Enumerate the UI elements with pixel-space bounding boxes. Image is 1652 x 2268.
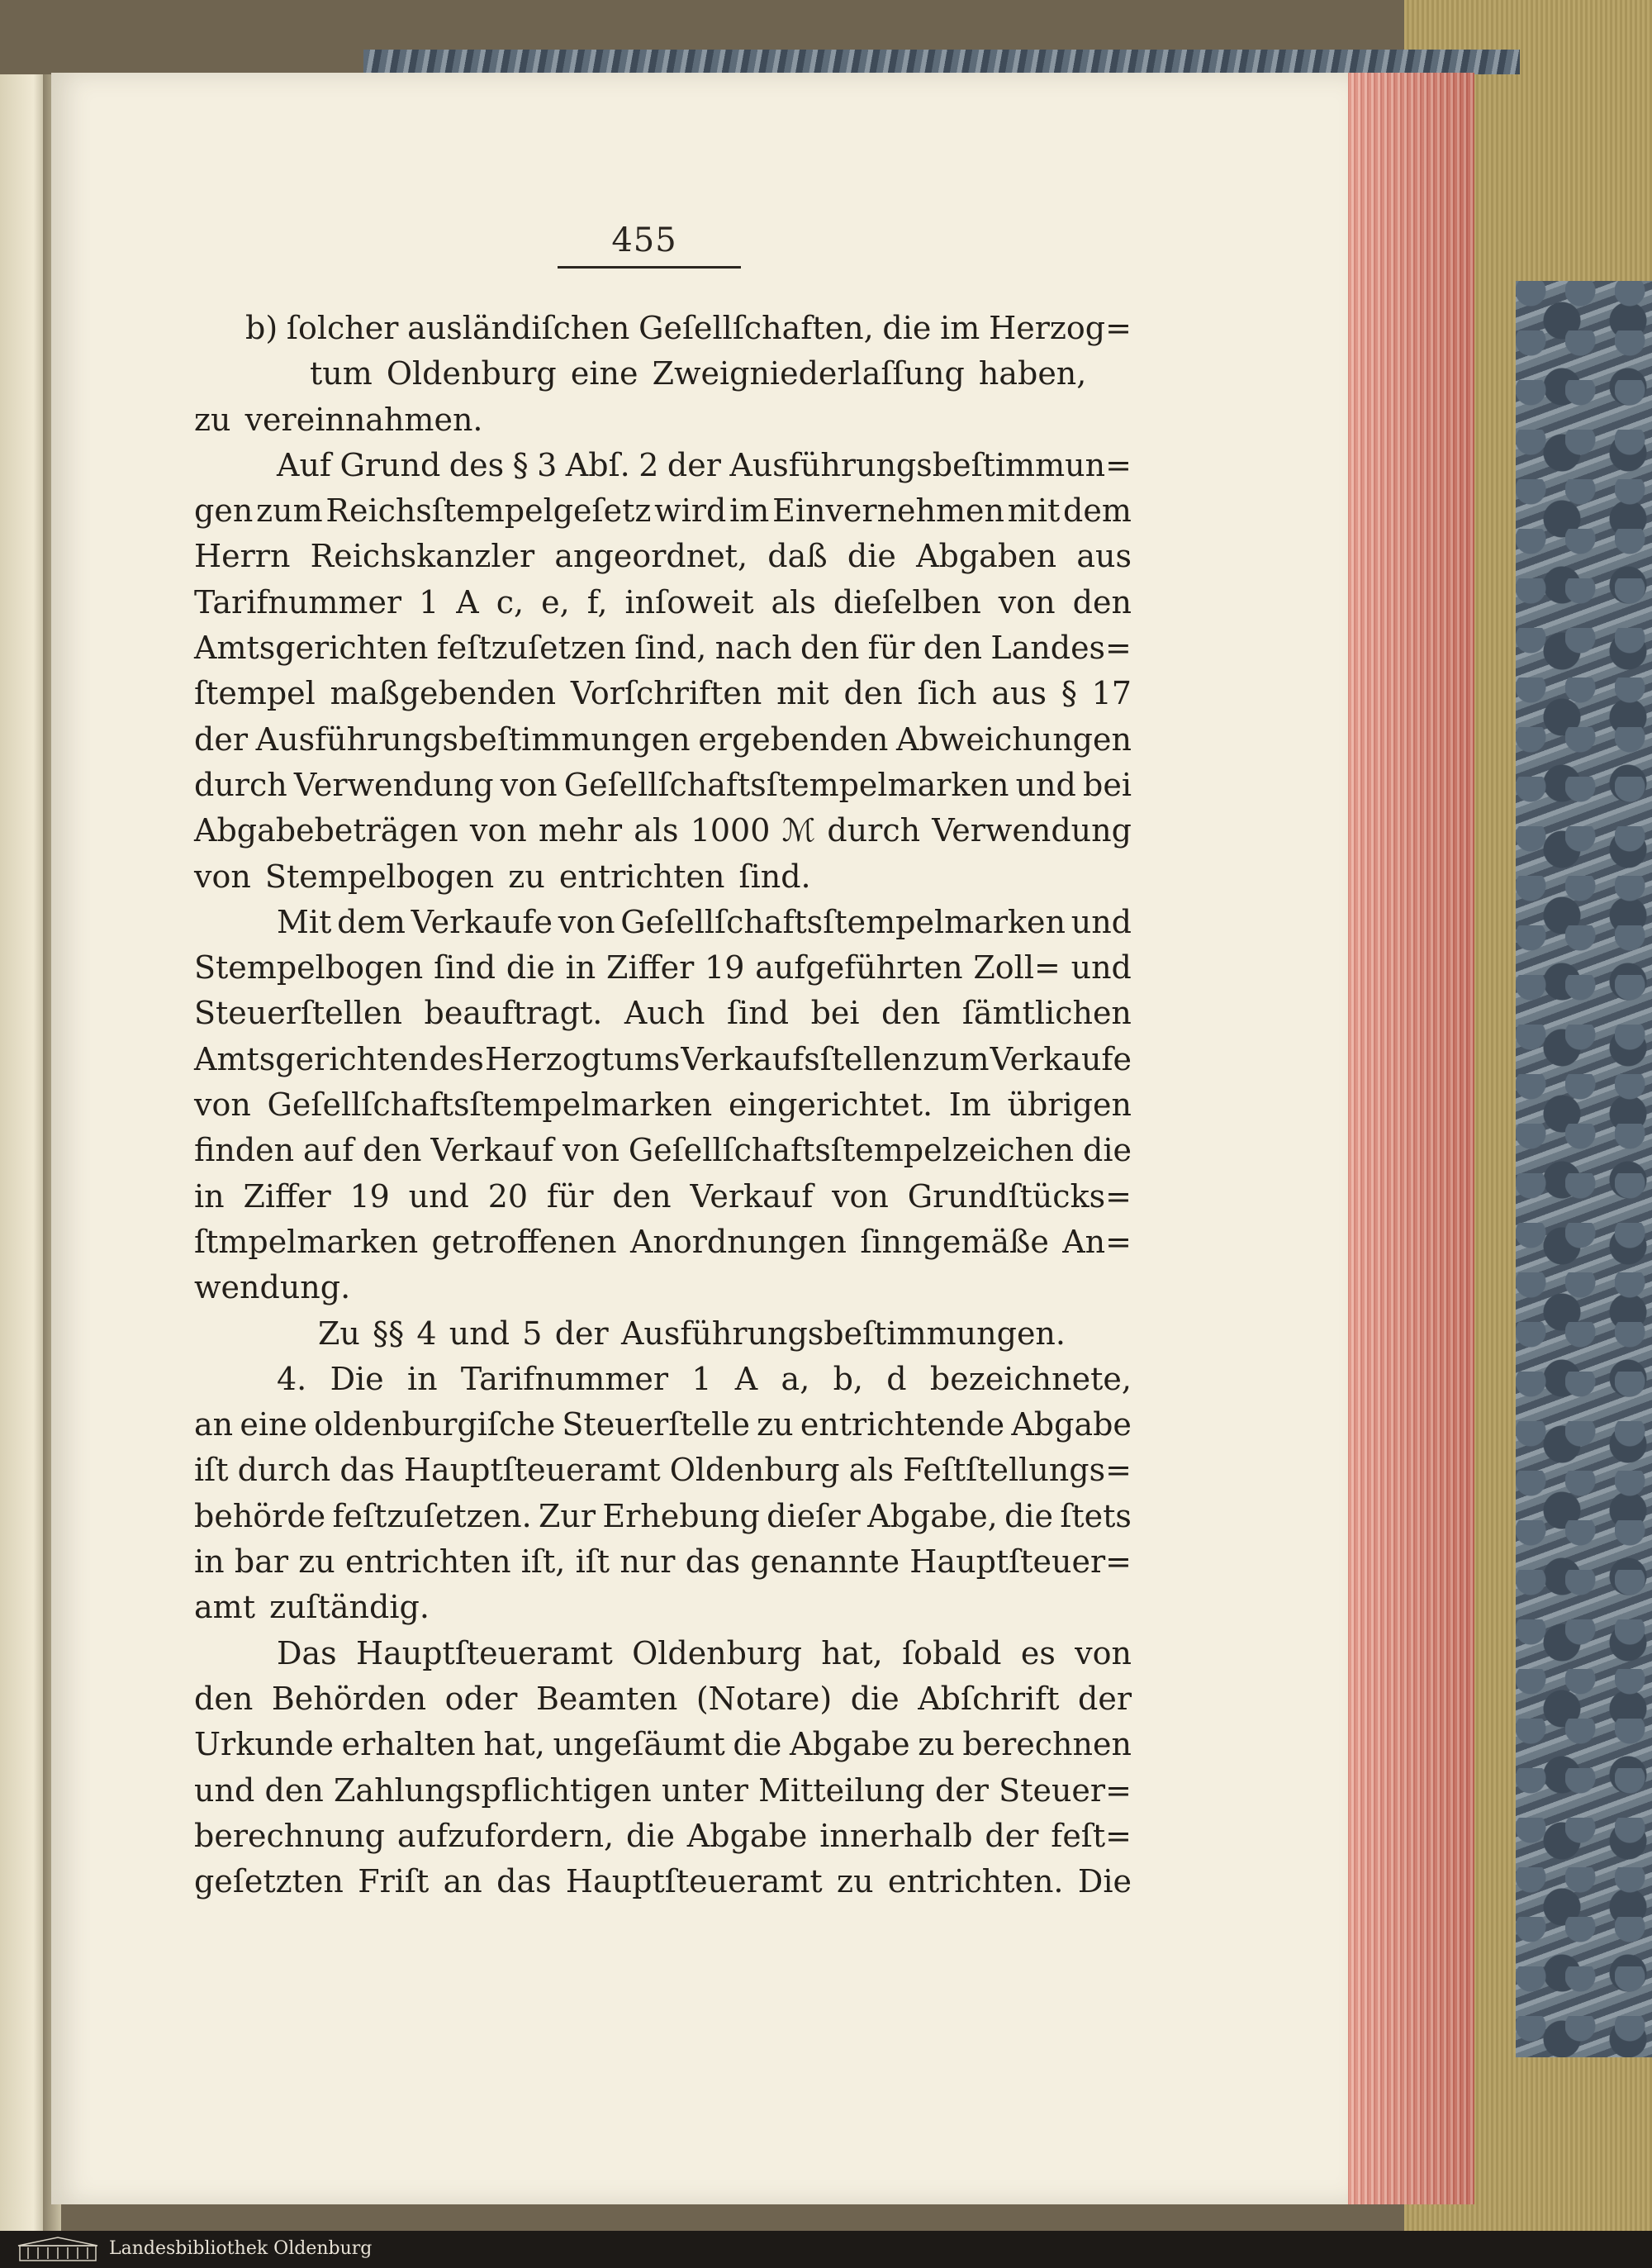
text-line bbox=[194, 1357, 1132, 1402]
text-line bbox=[194, 1494, 1132, 1539]
word: Verkaufsſtellen bbox=[681, 1040, 922, 1077]
word: wendung. bbox=[194, 1269, 351, 1306]
word: Geſellſchaften, bbox=[638, 310, 874, 346]
word: 1 bbox=[419, 583, 439, 620]
word: und bbox=[1070, 949, 1132, 987]
word: 4. bbox=[277, 1360, 307, 1397]
word: der bbox=[194, 720, 248, 758]
word: Geſellſchaftsſtempelmarken bbox=[620, 903, 1066, 940]
word: von bbox=[832, 1177, 889, 1215]
word: in bbox=[406, 1360, 438, 1397]
word: Zur bbox=[539, 1497, 596, 1534]
text-line bbox=[194, 1814, 1132, 1859]
library-name: Landesbibliothek Oldenburg bbox=[109, 2238, 373, 2259]
word: Stempelbogen bbox=[194, 949, 424, 987]
page-block-shade bbox=[1342, 73, 1474, 2204]
word: hat, bbox=[483, 1726, 545, 1763]
word: von bbox=[563, 1132, 620, 1169]
word: Herrn bbox=[194, 538, 291, 575]
word: den bbox=[881, 995, 941, 1032]
word: 5 bbox=[522, 1315, 543, 1352]
viewer-footer bbox=[0, 2231, 1652, 2268]
word: die bbox=[733, 1726, 782, 1763]
word: der bbox=[667, 446, 721, 483]
text-line bbox=[194, 1859, 1132, 1904]
word: dem bbox=[337, 903, 406, 940]
word: von bbox=[1075, 1634, 1132, 1671]
text-line bbox=[194, 534, 1132, 579]
word: an bbox=[194, 1406, 234, 1443]
word: Hauptſteueramt bbox=[403, 1452, 661, 1489]
word: Erhebung bbox=[602, 1497, 760, 1534]
word: c, bbox=[496, 583, 525, 620]
word: 1000 bbox=[690, 812, 771, 849]
word: iſt bbox=[194, 1452, 229, 1489]
word: als bbox=[771, 583, 816, 620]
text-line bbox=[194, 1585, 1132, 1630]
word: den bbox=[194, 1680, 254, 1717]
word: Anordnungen bbox=[629, 1223, 847, 1260]
word: Beamten bbox=[535, 1680, 678, 1717]
word: haben, bbox=[978, 355, 1087, 392]
word: und bbox=[449, 1315, 510, 1352]
word: a, bbox=[781, 1360, 810, 1397]
word: ungeſäumt bbox=[553, 1726, 725, 1763]
word: dieſelben bbox=[833, 583, 981, 620]
word: nur bbox=[620, 1543, 676, 1581]
word: von bbox=[469, 812, 527, 849]
library-building-icon bbox=[17, 2236, 99, 2262]
word: in bbox=[194, 1177, 225, 1215]
word: ſind bbox=[727, 995, 790, 1032]
word: Die bbox=[1077, 1863, 1132, 1900]
word: Abgabe, bbox=[867, 1497, 998, 1534]
word: den bbox=[363, 1132, 422, 1169]
word: oldenburgiſche bbox=[314, 1406, 556, 1443]
word: e, bbox=[541, 583, 570, 620]
word: der bbox=[1078, 1680, 1132, 1717]
word: 2 bbox=[638, 446, 659, 483]
text-line bbox=[194, 1768, 1132, 1814]
text-line bbox=[194, 945, 1132, 991]
word: übrigen bbox=[1007, 1086, 1132, 1124]
word: Landes= bbox=[990, 630, 1132, 667]
word: finden bbox=[194, 1132, 295, 1169]
word: durch bbox=[827, 812, 921, 849]
text-line bbox=[194, 1539, 1132, 1585]
word: die bbox=[1083, 1132, 1132, 1169]
word: Einvernehmen bbox=[772, 492, 1005, 530]
word: b, bbox=[833, 1360, 863, 1397]
word: und bbox=[408, 1177, 469, 1215]
word: von bbox=[194, 1086, 251, 1124]
word: berechnung bbox=[194, 1817, 385, 1854]
word: Im bbox=[948, 1086, 991, 1124]
word: Zweigniederlaſſung bbox=[652, 355, 965, 392]
word: Amtsgerichten bbox=[194, 630, 429, 667]
word: durch bbox=[237, 1452, 331, 1489]
word: Abgaben bbox=[916, 538, 1057, 575]
text-line bbox=[194, 1128, 1132, 1173]
word: Amtsgerichten bbox=[194, 1040, 429, 1077]
word: den bbox=[800, 630, 860, 667]
word: erhalten bbox=[341, 1726, 476, 1763]
word: aufzufordern, bbox=[396, 1817, 615, 1854]
word: tum bbox=[310, 355, 373, 392]
marbled-endpaper-top bbox=[363, 50, 1520, 74]
word: ſolcher bbox=[286, 310, 399, 346]
word: 19 bbox=[349, 1177, 390, 1215]
word: Ausführungsbeſtimmun= bbox=[729, 446, 1132, 483]
word: aus bbox=[1076, 538, 1132, 575]
word: f, bbox=[586, 583, 608, 620]
word: 20 bbox=[487, 1177, 529, 1215]
word: Hauptſteueramt bbox=[355, 1634, 613, 1671]
word: Oldenburg bbox=[632, 1634, 802, 1671]
word: der bbox=[985, 1817, 1039, 1854]
word: Geſellſchaftsſtempelzeichen bbox=[628, 1132, 1075, 1169]
word: als bbox=[634, 812, 679, 849]
word: die bbox=[506, 949, 555, 987]
word: feſtzuſetzen. bbox=[332, 1497, 532, 1534]
word: Hauptſteuer= bbox=[909, 1543, 1132, 1581]
text-line bbox=[194, 808, 1132, 853]
word: beauftragt. bbox=[424, 995, 603, 1032]
word: entrichten. bbox=[887, 1863, 1064, 1900]
word: daß bbox=[767, 538, 828, 575]
word: und bbox=[194, 1771, 255, 1809]
word: Ziffer bbox=[606, 949, 695, 987]
word: d bbox=[886, 1360, 907, 1397]
word: Feſtſtellungs= bbox=[903, 1452, 1132, 1489]
word: die bbox=[1004, 1497, 1054, 1534]
word: Auch bbox=[624, 995, 705, 1032]
word: ſtmpelmarken bbox=[194, 1223, 419, 1260]
word: ſtets bbox=[1060, 1497, 1132, 1534]
word: durch bbox=[194, 766, 287, 803]
word: die bbox=[847, 538, 896, 575]
word: Ausführungsbeſtimmungen bbox=[255, 720, 691, 758]
word: zu bbox=[298, 1543, 335, 1581]
word: von bbox=[500, 766, 558, 803]
word: ℳ bbox=[781, 812, 816, 849]
word: den bbox=[612, 1177, 672, 1215]
word: in bbox=[565, 949, 596, 987]
word: entrichten bbox=[558, 858, 725, 895]
word: amt bbox=[194, 1589, 255, 1626]
word: auf bbox=[303, 1132, 354, 1169]
word: zuſtändig. bbox=[269, 1589, 430, 1626]
text-line bbox=[194, 1402, 1132, 1448]
word: b) bbox=[245, 310, 278, 346]
word: für bbox=[546, 1177, 594, 1215]
word: von bbox=[998, 583, 1056, 620]
word: Reichskanzler bbox=[310, 538, 535, 575]
word: entrichtende bbox=[800, 1406, 1005, 1443]
word: A bbox=[734, 1360, 758, 1397]
word: innerhalb bbox=[819, 1817, 973, 1854]
word: Stempelbogen bbox=[264, 858, 495, 895]
word: Verwendung bbox=[932, 812, 1132, 849]
word: Geſellſchaftsſtempelmarken bbox=[267, 1086, 713, 1124]
word: hat, bbox=[821, 1634, 883, 1671]
word: Zu bbox=[318, 1315, 360, 1352]
word: Verwendung bbox=[293, 766, 494, 803]
text-line bbox=[194, 625, 1132, 671]
word: Abſchrift bbox=[918, 1680, 1060, 1717]
word: Behörden bbox=[271, 1680, 427, 1717]
word: die bbox=[625, 1817, 675, 1854]
word: vereinnahmen. bbox=[244, 401, 483, 438]
word: unter bbox=[661, 1771, 748, 1809]
word: Abweichungen bbox=[896, 720, 1132, 758]
word: Oldenburg bbox=[669, 1452, 840, 1489]
text-line bbox=[194, 1311, 1132, 1357]
word: Mit bbox=[277, 903, 332, 940]
word: die bbox=[850, 1680, 900, 1717]
word: aufgeführten bbox=[755, 949, 963, 987]
word: zu bbox=[837, 1863, 874, 1900]
word: Friſt bbox=[358, 1863, 430, 1900]
word: iſt bbox=[575, 1543, 610, 1581]
word: dieſer bbox=[767, 1497, 861, 1534]
word: 3 bbox=[537, 446, 558, 483]
word: bei bbox=[1083, 766, 1132, 803]
word: Auf bbox=[277, 446, 331, 483]
word: Verkaufe bbox=[411, 903, 553, 940]
word: ſich bbox=[917, 675, 977, 712]
text-line bbox=[194, 671, 1132, 716]
word: das bbox=[339, 1452, 395, 1489]
word: maßgebenden bbox=[330, 675, 557, 712]
text-line bbox=[194, 443, 1132, 488]
word: von bbox=[558, 903, 615, 940]
word: Zahlungspflichtigen bbox=[334, 1771, 652, 1809]
word: Verkauf bbox=[690, 1177, 814, 1215]
word: aus bbox=[991, 675, 1047, 712]
word: feſt= bbox=[1051, 1817, 1132, 1854]
word: 19 bbox=[705, 949, 745, 987]
word: Die bbox=[330, 1360, 384, 1397]
text-line bbox=[194, 351, 1132, 397]
word: zu bbox=[918, 1726, 955, 1763]
word: Oldenburg bbox=[386, 355, 557, 392]
word: Herzogtums bbox=[484, 1040, 681, 1077]
word: genannte bbox=[750, 1543, 900, 1581]
text-line bbox=[194, 580, 1132, 625]
word: mit bbox=[776, 675, 829, 712]
word: Zoll= bbox=[973, 949, 1061, 987]
word: Ausführungsbeſtimmungen. bbox=[620, 1315, 1066, 1352]
text-line bbox=[194, 1722, 1132, 1767]
word: Grundſtücks= bbox=[907, 1177, 1132, 1215]
word: bar bbox=[234, 1543, 289, 1581]
word: Herzog= bbox=[989, 310, 1132, 346]
word: zu bbox=[508, 858, 545, 895]
word: entrichten bbox=[345, 1543, 511, 1581]
text-line bbox=[194, 1448, 1132, 1493]
word: bezeichnete, bbox=[929, 1360, 1132, 1397]
word: den bbox=[264, 1771, 324, 1809]
word: (Notare) bbox=[695, 1680, 833, 1717]
word: ſämtlichen bbox=[961, 995, 1132, 1032]
word: und bbox=[1015, 766, 1076, 803]
marbled-endpaper bbox=[1516, 281, 1652, 2057]
word: gen bbox=[194, 492, 254, 530]
word: 1 bbox=[691, 1360, 712, 1397]
word: es bbox=[1020, 1634, 1056, 1671]
word: Abgabe bbox=[1011, 1406, 1132, 1443]
word: Abgabe bbox=[686, 1817, 808, 1854]
word: Das bbox=[277, 1634, 337, 1671]
word: ſtempel bbox=[194, 675, 316, 712]
word: Steuer= bbox=[999, 1771, 1132, 1809]
word: der bbox=[934, 1771, 989, 1809]
text-line bbox=[194, 1174, 1132, 1220]
word: §§ bbox=[373, 1315, 405, 1352]
word: Vorſchriften bbox=[570, 675, 762, 712]
word: ergebenden bbox=[698, 720, 889, 758]
word: § bbox=[1061, 675, 1077, 712]
word: mehr bbox=[538, 812, 623, 849]
word: ausländiſchen bbox=[407, 310, 630, 346]
word: ſobald bbox=[902, 1634, 1002, 1671]
word: zum bbox=[922, 1040, 990, 1077]
word: den bbox=[923, 630, 983, 667]
word: feſtzuſetzen bbox=[436, 630, 626, 667]
word: die bbox=[882, 310, 932, 346]
word: in bbox=[194, 1543, 225, 1581]
word: Verkaufe bbox=[990, 1040, 1132, 1077]
page-number-rule bbox=[558, 266, 741, 269]
word: im bbox=[940, 310, 980, 346]
word: inſoweit bbox=[624, 583, 754, 620]
word: ſind. bbox=[738, 858, 811, 895]
word: Verkauf bbox=[430, 1132, 554, 1169]
word: Abſ. bbox=[565, 446, 630, 483]
text-line bbox=[194, 1082, 1132, 1128]
word: zum bbox=[256, 492, 323, 530]
word: oder bbox=[444, 1680, 518, 1717]
word: geſetzten bbox=[194, 1863, 344, 1900]
word: Abgabe bbox=[790, 1726, 910, 1763]
word: ſind bbox=[434, 949, 496, 987]
word: des bbox=[429, 1040, 484, 1077]
word: ſind, bbox=[634, 630, 707, 667]
word: Geſellſchaftsſtempelmarken bbox=[563, 766, 1009, 803]
word: Tarifnummer bbox=[460, 1360, 669, 1397]
word: Steuerſtellen bbox=[194, 995, 403, 1032]
word: für bbox=[867, 630, 915, 667]
word: iſt, bbox=[520, 1543, 566, 1581]
word: als bbox=[848, 1452, 895, 1489]
word: dem bbox=[1063, 492, 1132, 530]
word: Tarifnummer bbox=[194, 583, 402, 620]
text-line bbox=[194, 1220, 1132, 1265]
facing-page-edge bbox=[0, 74, 48, 2231]
word: das bbox=[685, 1543, 741, 1581]
body-text bbox=[194, 306, 1132, 1904]
text-line bbox=[194, 397, 1132, 443]
word: ſinngemäße bbox=[860, 1223, 1049, 1260]
text-line bbox=[194, 854, 1132, 900]
word: Urkunde bbox=[194, 1726, 334, 1763]
word: Abgabebeträgen bbox=[194, 812, 458, 849]
word: Grund bbox=[339, 446, 441, 483]
word: eine bbox=[570, 355, 638, 392]
word: den bbox=[1072, 583, 1132, 620]
text-line bbox=[194, 1676, 1132, 1722]
page-number: 455 bbox=[611, 221, 677, 259]
text-line bbox=[194, 900, 1132, 945]
word: zu bbox=[194, 401, 231, 438]
text-line bbox=[194, 1631, 1132, 1676]
word: An= bbox=[1062, 1223, 1132, 1260]
word: nach bbox=[714, 630, 792, 667]
word: angeordnet, bbox=[554, 538, 748, 575]
word: 17 bbox=[1091, 675, 1132, 712]
word: Reichsſtempelgeſetz bbox=[325, 492, 652, 530]
word: 4 bbox=[416, 1315, 437, 1352]
word: A bbox=[456, 583, 479, 620]
text-line bbox=[194, 763, 1132, 808]
word: getroffenen bbox=[431, 1223, 617, 1260]
word: behörde bbox=[194, 1497, 326, 1534]
word: mit bbox=[1007, 492, 1061, 530]
word: das bbox=[496, 1863, 552, 1900]
word: wird bbox=[654, 492, 727, 530]
word: an bbox=[443, 1863, 482, 1900]
word: § bbox=[512, 446, 529, 483]
word: zu bbox=[757, 1406, 794, 1443]
word: eingerichtet. bbox=[728, 1086, 933, 1124]
text-line bbox=[194, 488, 1132, 534]
word: im bbox=[729, 492, 770, 530]
text-line bbox=[194, 717, 1132, 763]
text-line bbox=[194, 306, 1132, 351]
word: Ziffer bbox=[243, 1177, 331, 1215]
text-line bbox=[194, 1037, 1132, 1082]
text-line bbox=[194, 1265, 1132, 1310]
word: bei bbox=[810, 995, 860, 1032]
word: eine bbox=[240, 1406, 307, 1443]
word: berechnen bbox=[962, 1726, 1132, 1763]
word: Mitteilung bbox=[758, 1771, 925, 1809]
word: Steuerſtelle bbox=[562, 1406, 750, 1443]
text-line bbox=[194, 991, 1132, 1036]
word: Hauptſteueramt bbox=[565, 1863, 823, 1900]
word: und bbox=[1070, 903, 1132, 940]
word: der bbox=[554, 1315, 609, 1352]
word: den bbox=[843, 675, 903, 712]
word: von bbox=[194, 858, 251, 895]
word: des bbox=[449, 446, 505, 483]
